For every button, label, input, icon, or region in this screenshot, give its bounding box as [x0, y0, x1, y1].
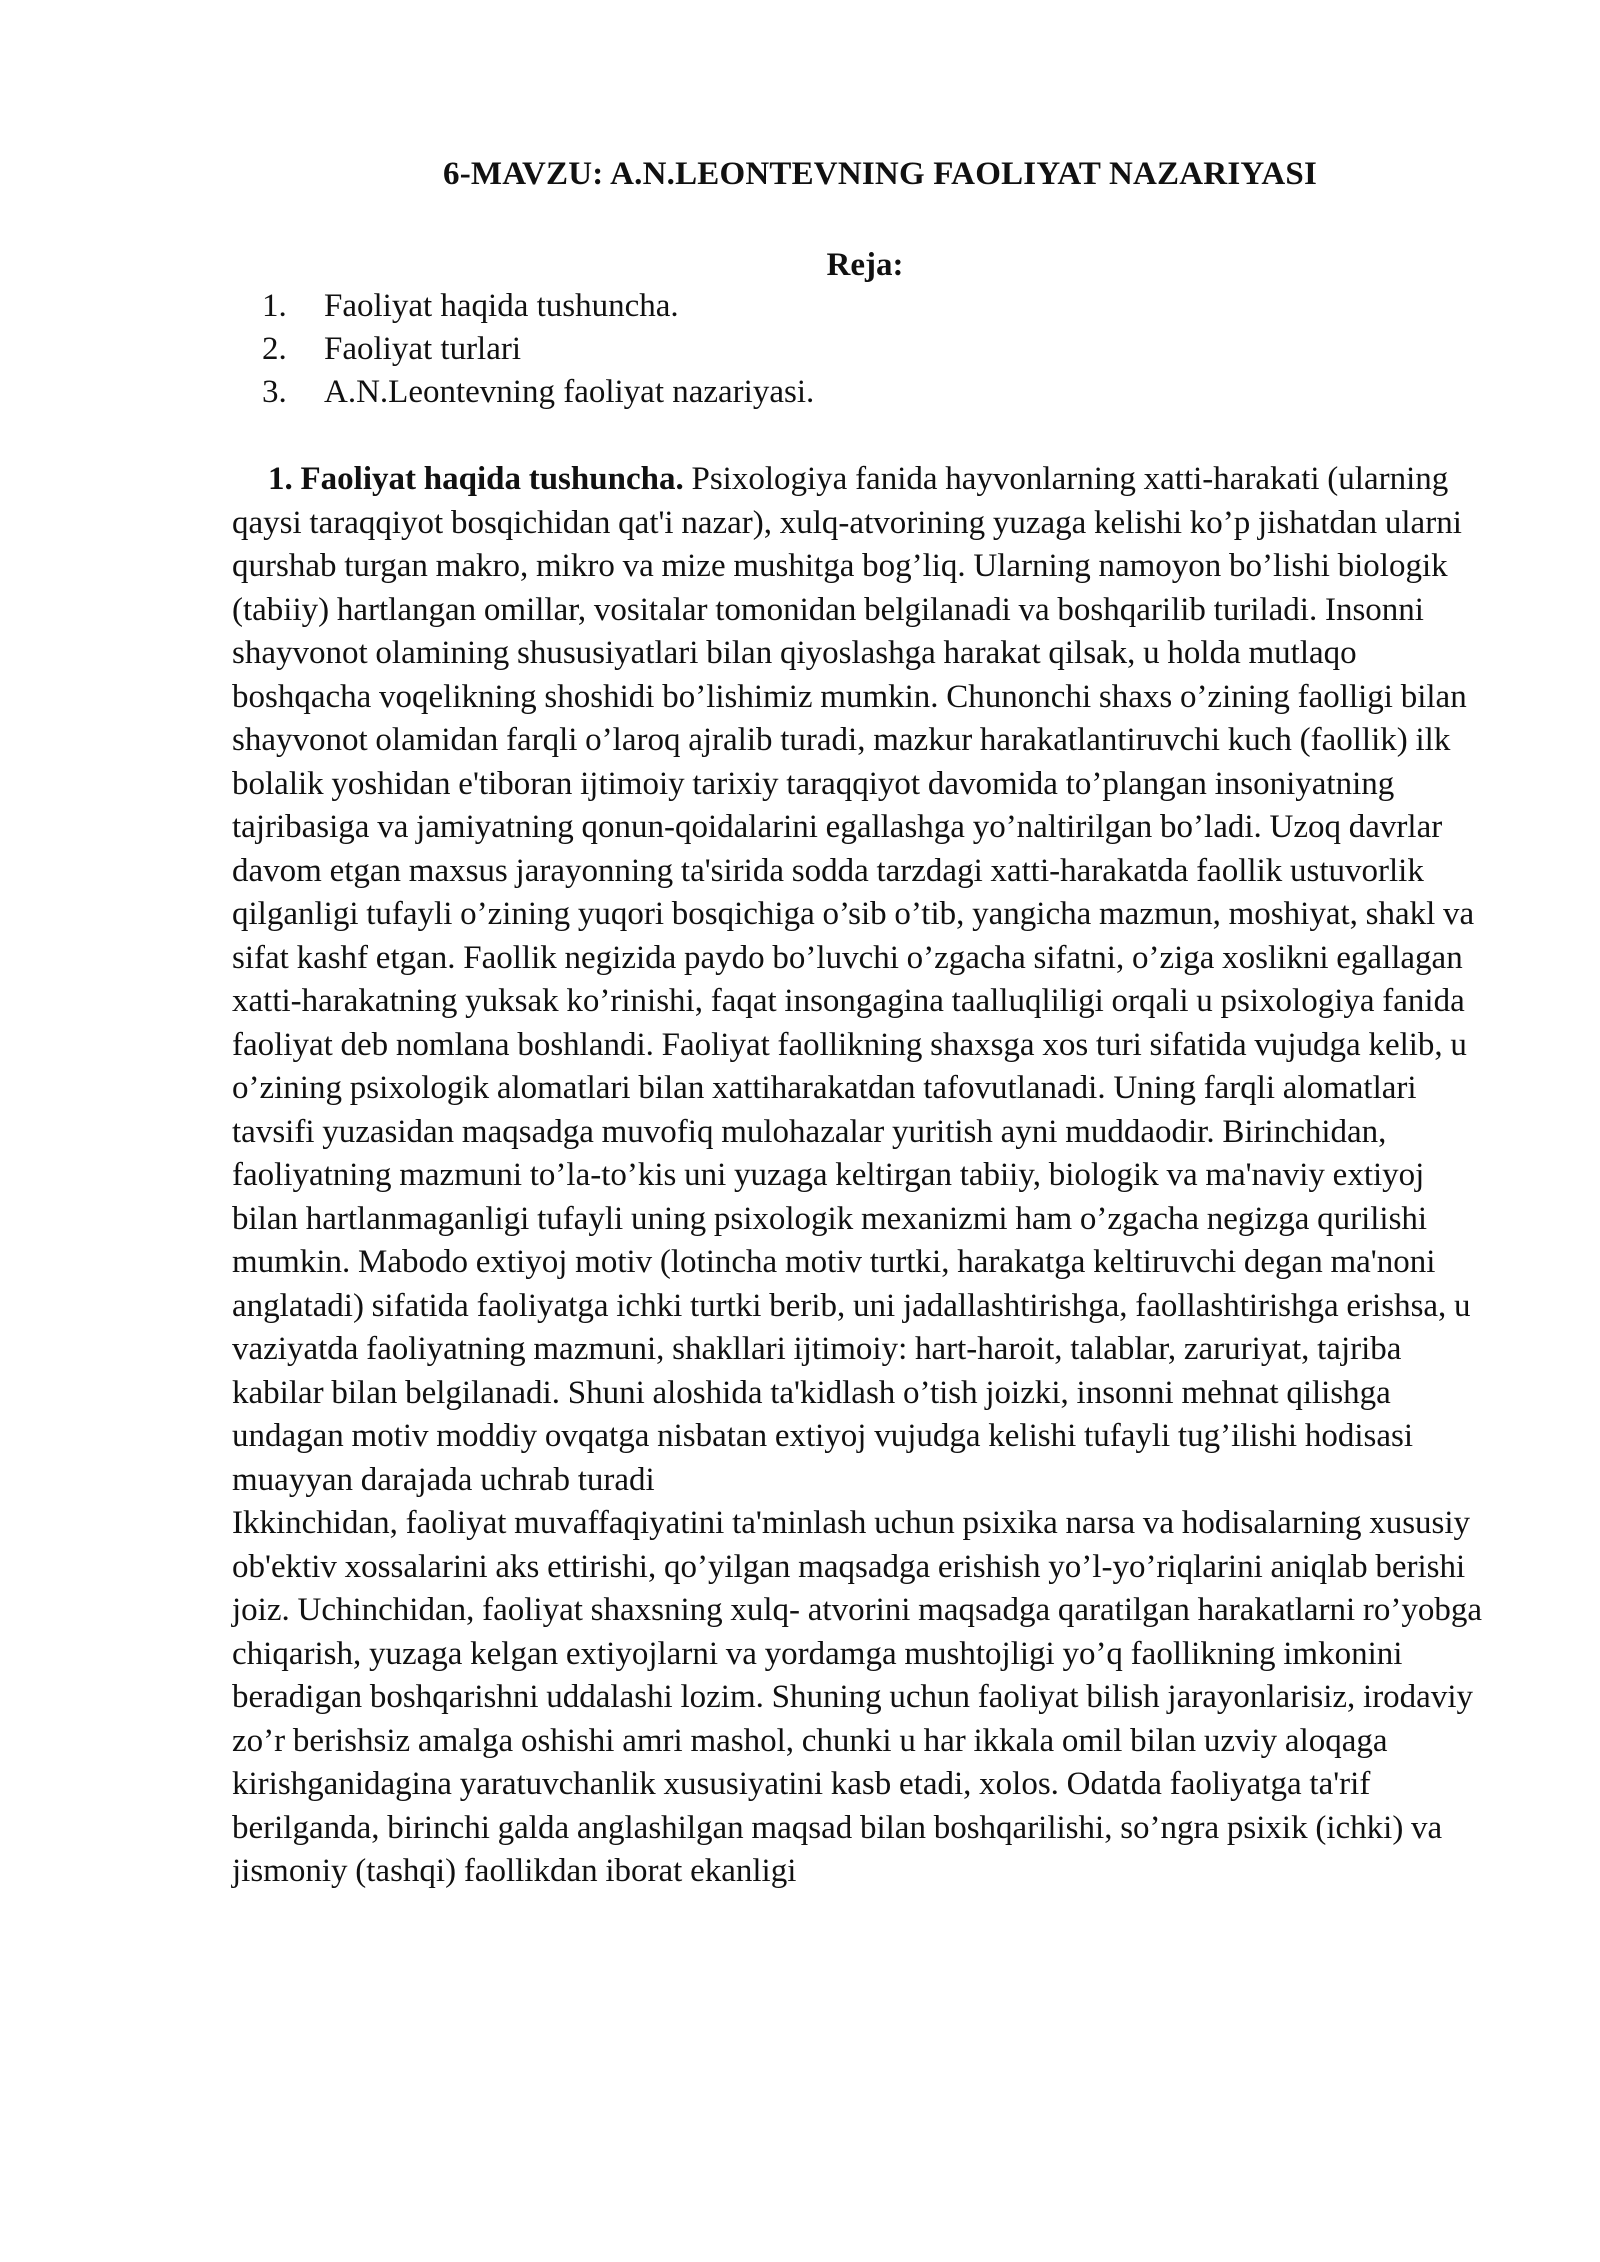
- plan-item: [262, 285, 814, 328]
- plan-item-text: Faoliyat haqida tushuncha.: [324, 288, 679, 324]
- document-title: 6-MAVZU: A.N.LEONTEVNING FAOLIYAT NAZARIYASI: [443, 156, 1317, 192]
- plan-item: [262, 371, 814, 414]
- body-paragraph: Ikkinchidan, faoliyat muvaffaqiyatini ta'minlash uchun psixika narsa va hodisalarning xususiy ob'ektiv xossalarini aks ettirishi, qo’yilgan maqsadga erishish yo’l-yo’riqlarini aniqlab berishi joiz. Uchinchidan, faoliyat shaxsning xulq- atvorini maqsadga qaratilgan harakatlarni ro’yobga chiqarish, yuzaga kelgan extiyojlarni va yordamga mushtojligi yo’q faollikning imkonini beradigan boshqarishni uddalashi lozim. Shuning uchun faoliyat bilish jarayonlarisiz, irodaviy zo’r berishsiz amalga oshishi amri mashol, chunki u har ikkala omil bilan uzviy aloqaga kirishganidagina yaratuvchanlik xususiyatini kasb etadi, xolos. Odatda faoliyatga ta'rif berilganda, birinchi galda anglashilgan maqsad bilan boshqarilishi, so’ngra psixik (ichki) va jismoniy (tashqi) faollikdan iborat ekanligi: [232, 1505, 1483, 1889]
- plan-list: [262, 285, 814, 414]
- plan-item: [262, 328, 814, 371]
- section-heading: 1. Faoliyat haqida tushuncha.: [268, 461, 684, 497]
- plan-item-text: Faoliyat turlari: [324, 331, 522, 367]
- plan-item-number: 3.: [262, 374, 287, 410]
- document-body: [232, 458, 1486, 1894]
- paragraph-text: Psixologiya fanida hayvonlarning xatti-harakati (ularning qaysi taraqqiyot bosqichidan qat'i nazar), xulq-atvorining yuzaga kelishi ko’p jishatdan ularni qurshab turgan makro, mikro va mize mushitga bog’liq. Ularning namoyon bo’lishi biologik (tabiiy) hartlangan omillar, vositalar tomonidan belgilanadi va boshqarilib turiladi. Insonni shayvonot olamining shususiyatlari bilan qiyoslashga harakat qilsak, u holda mutlaqo boshqacha voqelikning shoshidi bo’lishimiz mumkin. Chunonchi shaxs o’zining faolligi bilan shayvonot olamidan farqli o’laroq ajralib turadi, mazkur harakatlantiruvchi kuch (faollik) ilk bolalik yoshidan e'tiboran ijtimoiy tarixiy taraqqiyot davomida to’plangan insoniyatning tajribasiga va jamiyatning qonun-qoidalarini egallashga yo’naltirilgan bo’ladi. Uzoq davrlar davom etgan maxsus jarayonning ta'sirida sodda tarzdagi xatti-harakatda faollik ustuvorlik qilganligi tufayli o’zining yuqori bosqichiga o’sib o’tib, yangicha mazmun, moshiyat, shakl va sifat kashf etgan. Faollik negizida paydo bo’luvchi o’zgacha sifatni, o’ziga xoslikni egallagan xatti-harakatning yuksak ko’rinishi, faqat insongagina taalluqliligi orqali u psixologiya fanida faoliyat deb nomlana boshlandi. Faoliyat faollikning shaxsga xos turi sifatida vujudga kelib, u o’zining psixologik alomatlari bilan xattiharakatdan tafovutlanadi. Uning farqli alomatlari tavsifi yuzasidan maqsadga muvofiq mulohazalar yuritish ayni muddaodir. Birinchidan, faoliyatning mazmuni to’la-to’kis uni yuzaga keltirgan tabiiy, biologik va ma'naviy extiyoj bilan hartlanmaganligi tufayli uning psixologik mexanizmi ham o’zgacha negizga qurilishi mumkin. Mabodo extiyoj motiv (lotincha motiv turtki, harakatga keltiruvchi degan ma'noni anglatadi) sifatida faoliyatga ichki turtki berib, uni jadallashtirishga, faollashtirishga erishsa, u vaziyatda faoliyatning mazmuni, shakllari ijtimoiy: hart-haroit, talablar, zaruriyat, tajriba kabilar bilan belgilanadi. Shuni aloshida ta'kidlash o’tish joizki, insonni mehnat qilishga undagan motiv moddiy ovqatga nisbatan extiyoj vujudga kelishi tufayli tug’ilishi hodisasi muayyan darajada uchrab turadi: [232, 461, 1475, 1498]
- plan-item-number: 1.: [262, 288, 287, 324]
- plan-heading: Reja:: [826, 247, 904, 283]
- plan-item-number: 2.: [262, 331, 287, 367]
- plan-item-text: A.N.Leontevning faoliyat nazariyasi.: [324, 374, 815, 410]
- body-paragraph: [232, 458, 1486, 1502]
